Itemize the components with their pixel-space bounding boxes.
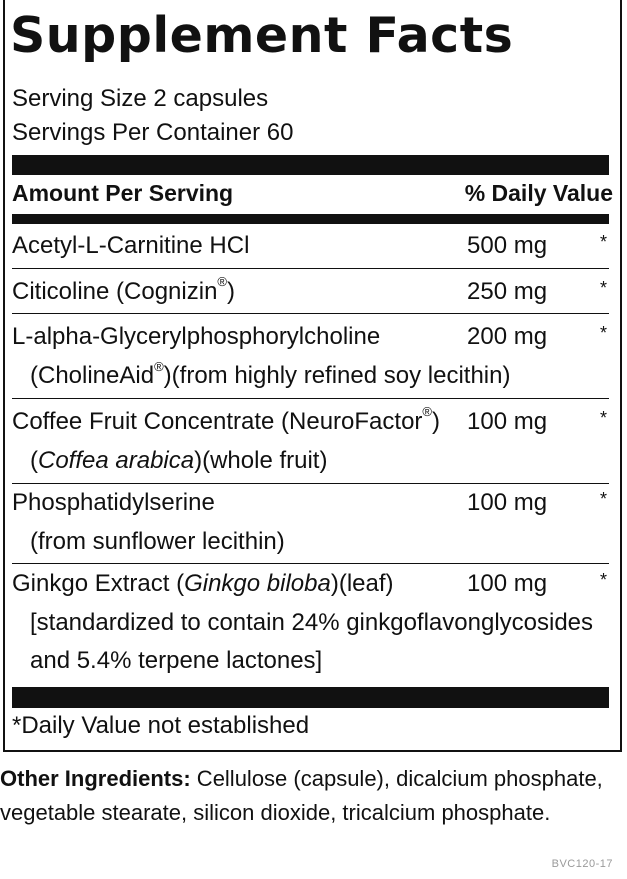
- thick-divider-bottom: [12, 687, 609, 708]
- other-ingredients-label: Other Ingredients:: [0, 766, 191, 791]
- ingredient-amount: 100 mg: [467, 408, 548, 435]
- daily-value-mark: *: [599, 408, 607, 428]
- amount-per-serving-header: Amount Per Serving: [12, 180, 234, 206]
- other-ingredients: [0, 762, 625, 830]
- daily-value-mark: *: [599, 232, 607, 252]
- ingredient-row: [12, 564, 609, 680]
- ingredient-name: Phosphatidylserine: [12, 489, 215, 516]
- thick-divider-header: [12, 214, 609, 224]
- servings-per-container: Servings Per Container 60: [12, 119, 294, 146]
- ingredient-amount: 200 mg: [467, 323, 548, 350]
- row-divider: [12, 398, 609, 399]
- row-divider: [12, 313, 609, 314]
- row-divider: [12, 268, 609, 269]
- ingredient-row: [12, 317, 609, 395]
- ingredient-detail: (CholineAid®)(from highly refined soy lecithin): [30, 359, 511, 389]
- ingredient-detail: (from sunflower lecithin): [30, 528, 285, 555]
- serving-size: Serving Size 2 capsules: [12, 85, 269, 112]
- daily-value-mark: *: [599, 323, 607, 343]
- ingredient-detail: (Coffea arabica)(whole fruit): [30, 447, 328, 474]
- ingredient-amount: 250 mg: [467, 278, 548, 305]
- ingredient-name: Ginkgo Extract (Ginkgo biloba)(leaf): [12, 570, 394, 597]
- ingredient-detail: and 5.4% terpene lactones]: [30, 647, 323, 674]
- ingredient-name: Acetyl-L-Carnitine HCl: [12, 232, 250, 259]
- other-ingredients-text: Cellulose (capsule), dicalcium phosphate, vegetable stearate, silicon dioxide, tricalcium phosphate.: [0, 766, 603, 825]
- daily-value-mark: *: [599, 278, 607, 298]
- ingredient-amount: 100 mg: [467, 489, 548, 516]
- ingredient-amount: 500 mg: [467, 232, 548, 259]
- ingredient-row: [12, 483, 609, 561]
- ingredient-row: [12, 402, 609, 480]
- product-code: BVC120-17: [551, 858, 613, 870]
- ingredient-name: L-alpha-Glycerylphosphorylcholine: [12, 323, 381, 350]
- daily-value-header: % Daily Value: [464, 180, 613, 206]
- registered-mark: ®: [217, 274, 228, 289]
- daily-value-footnote: *Daily Value not established: [12, 712, 310, 739]
- panel-title: Supplement Facts: [10, 7, 514, 64]
- registered-mark: ®: [154, 359, 164, 374]
- ingredient-amount: 100 mg: [467, 570, 548, 597]
- ingredient-detail: [standardized to contain 24% ginkgoflavonglycosides: [30, 609, 594, 636]
- daily-value-mark: *: [599, 489, 607, 509]
- ingredient-name: Citicoline (Cognizin®): [12, 274, 236, 305]
- registered-mark: ®: [422, 404, 432, 419]
- ingredient-row: [12, 272, 609, 312]
- thick-divider-top: [12, 155, 609, 175]
- ingredient-row: [12, 226, 609, 266]
- daily-value-mark: *: [599, 570, 607, 590]
- ingredient-name: Coffee Fruit Concentrate (NeuroFactor®): [12, 404, 440, 435]
